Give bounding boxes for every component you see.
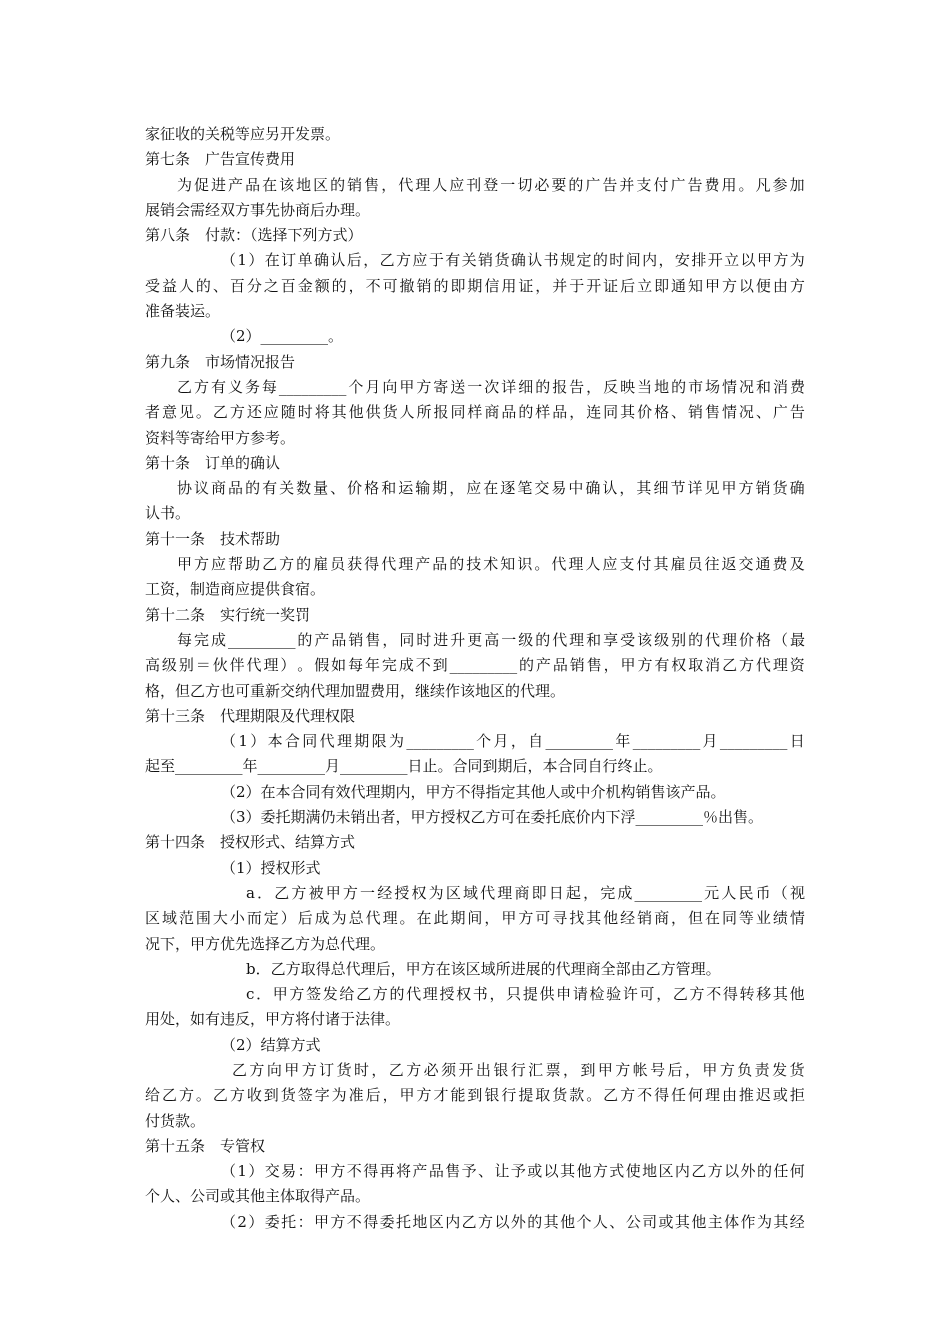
text-line: 付货款。 (145, 1111, 206, 1130)
text-line: 乙 方 有 义 务 每 _________ 个 月 向 甲 方 寄 送 一 次 详 细 的 报 告 ， 反 映 当 地 的 市 场 情 况 和 消 费 (177, 377, 805, 396)
text-line: 起至_________年_________月_________日止。合同到期后，本合同自行终止。 (145, 757, 663, 776)
text-line: （ 2 ） 委 托 ： 甲 方 不 得 委 托 地 区 内 乙 方 以 外 的 其 他 个 人 、 公 司 或 其 他 主 体 作 为 其 经 (221, 1212, 805, 1231)
text-line: 第十二条 实行统一奖罚 (145, 605, 311, 624)
text-line: 个人、公司或其他主体取得产品。 (145, 1187, 371, 1206)
text-line: 者 意 见 。 乙 方 还 应 随 时 将 其 他 供 货 人 所 报 同 样 商 品 的 样 品 ， 连 同 其 价 格 、 销 售 情 况 、 广 告 (145, 403, 805, 422)
text-line: （3）委托期满仍未销出者，甲方授权乙方可在委托底价内下浮_________％出售。 (221, 808, 764, 827)
text-line: 第十一条 技术帮助 (145, 529, 281, 548)
text-line: 况下，甲方优先选择乙方为总代理。 (145, 934, 386, 953)
text-line: 协 议 商 品 的 有 关 数 量 、 价 格 和 运 输 期 ， 应 在 逐 笔 交 易 中 确 认 ， 其 细 节 详 见 甲 方 销 货 确 (177, 479, 805, 498)
text-line: 第十四条 授权形式、结算方式 (145, 833, 356, 852)
text-line: 区 域 范 围 大 小 而 定 ） 后 成 为 总 代 理 。 在 此 期 间 ， 甲 方 可 寻 找 其 他 经 销 商 ， 但 在 同 等 业 绩 情 (145, 909, 805, 928)
text-line: c ． 甲 方 签 发 给 乙 方 的 代 理 授 权 书 ， 只 提 供 申 请 检 验 许 可 ， 乙 方 不 得 转 移 其 他 (246, 985, 805, 1004)
text-line: 格，但乙方也可重新交纳代理加盟费用，继续作该地区的代理。 (145, 681, 566, 700)
text-line: （ 1 ） 本 合 同 代 理 期 限 为 _________ 个 月 ， 自 _________ 年 _________ 月 _________ 日 (221, 732, 805, 751)
text-line: 为 促 进 产 品 在 该 地 区 的 销 售 ， 代 理 人 应 刊 登 一 切 必 要 的 广 告 并 支 付 广 告 费 用 。 凡 参 加 (177, 175, 805, 194)
text-line: 家征收的关税等应另开发票。 (145, 125, 341, 143)
text-line: 第八条 付款：（选择下列方式） (145, 226, 363, 245)
text-line: b．乙方取得总代理后，甲方在该区域所进展的代理商全部由乙方管理。 (246, 959, 721, 978)
text-line: 第十五条 专管权 (145, 1136, 266, 1155)
text-line: （ 1 ） 在 订 单 确 认 后 ， 乙 方 应 于 有 关 销 货 确 认 书 规 定 的 时 间 内 ， 安 排 开 立 以 甲 方 为 (221, 251, 805, 270)
text-line: 第十三条 代理期限及代理权限 (145, 706, 356, 725)
text-line: 用处，如有违反，甲方将付诸于法律。 (145, 1010, 401, 1029)
text-line: （ 1 ） 交 易 ： 甲 方 不 得 再 将 产 品 售 予 、 让 予 或 以 其 他 方 式 使 地 区 内 乙 方 以 外 的 任 何 (221, 1162, 805, 1181)
text-line: （1）授权形式 (221, 858, 321, 877)
text-line: （2）在本合同有效代理期内，甲方不得指定其他人或中介机构销售该产品。 (221, 782, 726, 801)
text-line: 展销会需经双方事先协商后办理。 (145, 200, 371, 219)
text-line: 受 益 人 的 、 百 分 之 百 金 额 的 ， 不 可 撤 销 的 即 期 信 用 证 ， 并 于 开 证 后 立 即 通 知 甲 方 以 便 由 方 (145, 276, 805, 295)
text-line: 第九条 市场情况报告 (145, 352, 296, 371)
text-line: 每 完 成 _________ 的 产 品 销 售 ， 同 时 进 升 更 高 一 级 的 代 理 和 享 受 该 级 别 的 代 理 价 格 （ 最 (177, 630, 805, 649)
text-line: 第十条 订单的确认 (145, 453, 281, 472)
text-line: 甲 方 应 帮 助 乙 方 的 雇 员 获 得 代 理 产 品 的 技 术 知 识 。 代 理 人 应 支 付 其 雇 员 往 返 交 通 费 及 (177, 555, 805, 574)
text-line: 认书。 (145, 504, 191, 523)
text-line: 工资，制造商应提供食宿。 (145, 580, 326, 599)
text-line: 准备装运。 (145, 302, 221, 321)
text-line: 给 乙 方 。 乙 方 收 到 货 签 字 为 准 后 ， 甲 方 才 能 到 银 行 提 取 货 款 。 乙 方 不 得 任 何 理 由 推 迟 或 拒 (145, 1086, 805, 1105)
text-line: 资料等寄给甲方参考。 (145, 428, 296, 447)
text-line: （2）结算方式 (221, 1035, 321, 1054)
document-page (145, 122, 805, 1235)
text-line: a ． 乙 方 被 甲 方 一 经 授 权 为 区 域 代 理 商 即 日 起 ， 完 成 _________ 元 人 民 币 （ 视 (246, 883, 805, 902)
text-line: 乙 方 向 甲 方 订 货 时 ， 乙 方 必 须 开 出 银 行 汇 票 ， 到 甲 方 帐 号 后 ， 甲 方 负 责 发 货 (232, 1060, 805, 1079)
text-line: 高 级 别 ＝ 伙 伴 代 理 ） 。 假 如 每 年 完 成 不 到 _________ 的 产 品 销 售 ， 甲 方 有 权 取 消 乙 方 代 理 资 (145, 656, 805, 675)
text-line: （2）_________。 (221, 327, 344, 346)
text-line: 第七条 广告宣传费用 (145, 150, 296, 169)
